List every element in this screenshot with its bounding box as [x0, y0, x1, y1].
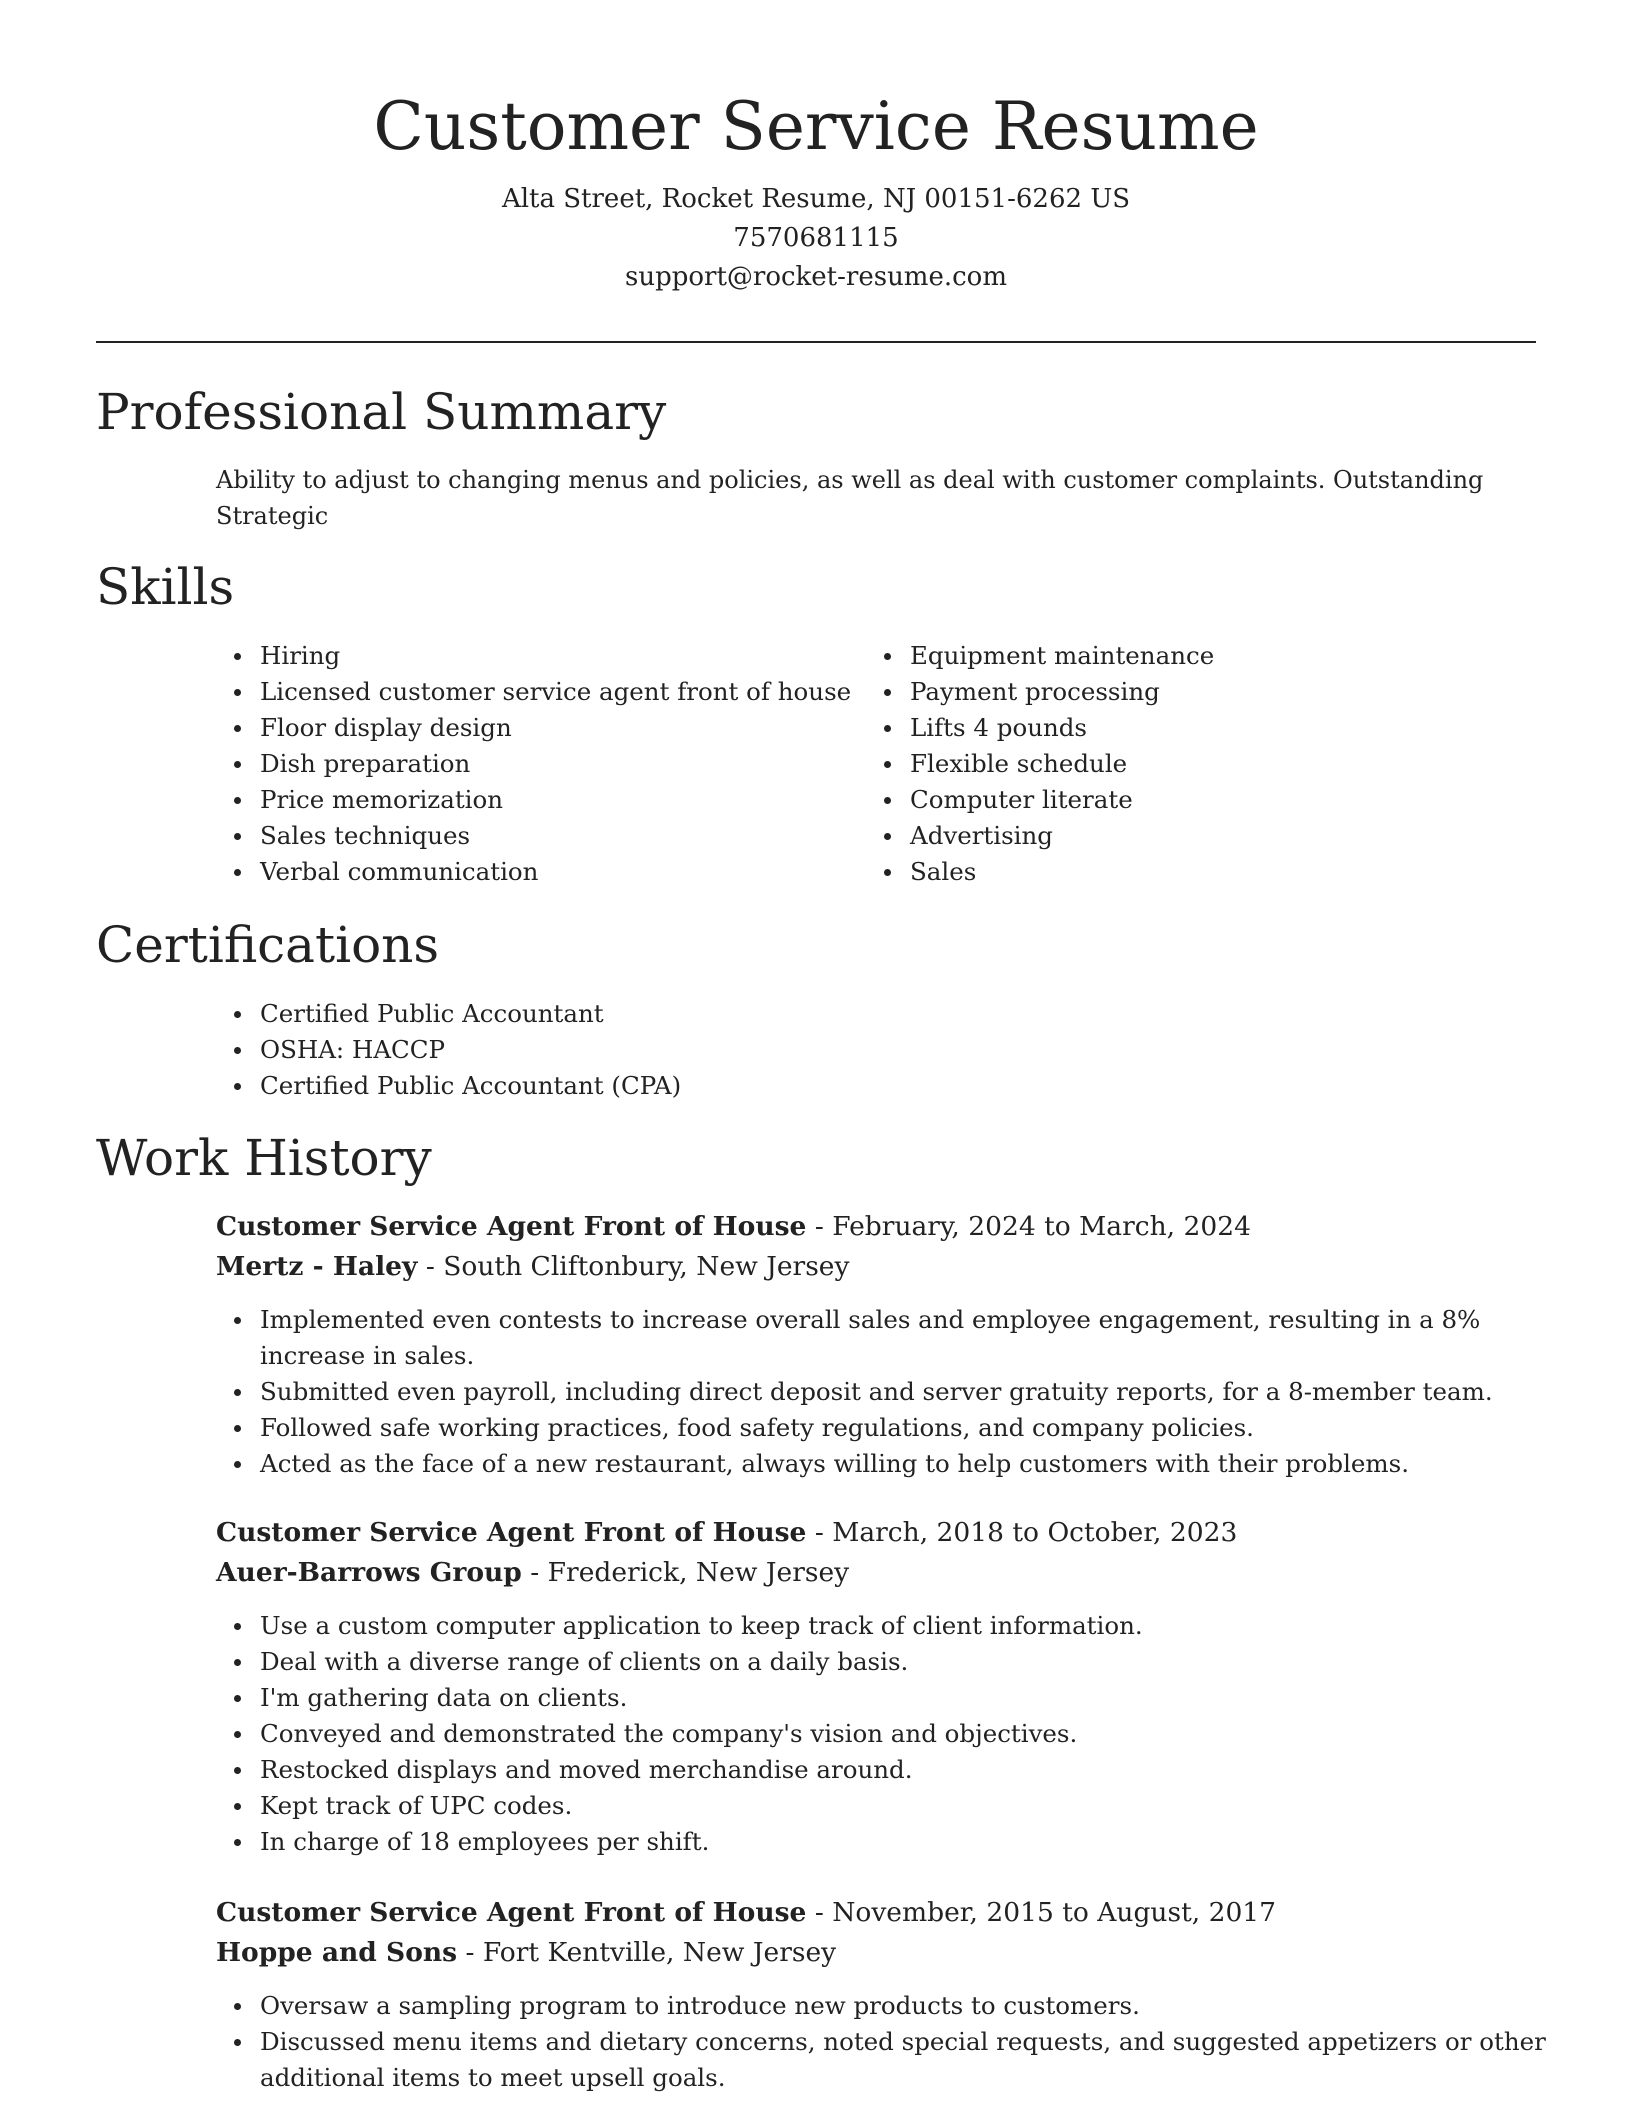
- job-bullet: Conveyed and demonstrated the company's vision and objectives.: [260, 1716, 1580, 1752]
- job-title: Customer Service Agent Front of House: [216, 1211, 807, 1242]
- job-bullet: Use a custom computer application to keep track of client information.: [260, 1608, 1580, 1644]
- job-bullet: Implemented even contests to increase overall sales and employee engagement, resulting in a 8% increase in sales.: [260, 1302, 1580, 1374]
- job-title: Customer Service Agent Front of House: [216, 1517, 807, 1548]
- contact-address: Alta Street, Rocket Resume, NJ 00151-6262 US: [501, 184, 1131, 214]
- summary-heading: Professional Summary: [96, 383, 667, 441]
- job-company: Auer-Barrows Group: [216, 1557, 522, 1588]
- certifications-list: [216, 996, 1560, 1104]
- skills-heading: Skills: [96, 558, 235, 616]
- skill-item: Hiring: [260, 638, 860, 674]
- job-bullet: Restocked displays and moved merchandise around.: [260, 1752, 1580, 1788]
- job-dates: - February, 2024 to March, 2024: [806, 1211, 1251, 1242]
- skill-item: Computer literate: [910, 782, 1510, 818]
- job-company: Mertz - Haley: [216, 1251, 418, 1282]
- job-bullet: Deal with a diverse range of clients on a daily basis.: [260, 1644, 1580, 1680]
- job-title-line: [216, 1893, 1536, 1933]
- job-title-line: [216, 1513, 1536, 1553]
- contact-phone: 7570681115: [733, 223, 899, 253]
- skill-item: Licensed customer service agent front of house: [260, 674, 860, 710]
- job-bullet: Acted as the face of a new restaurant, always willing to help customers with their problems.: [260, 1446, 1580, 1482]
- skill-item: Floor display design: [260, 710, 860, 746]
- job-bullet: I'm gathering data on clients.: [260, 1680, 1580, 1716]
- job-bullet-list: [216, 1988, 1580, 2096]
- job-title: Customer Service Agent Front of House: [216, 1897, 807, 1928]
- job-company-line: [216, 1553, 1536, 1593]
- skill-item: Equipment maintenance: [910, 638, 1510, 674]
- skill-item: Sales techniques: [260, 818, 860, 854]
- job-bullet: Discussed menu items and dietary concerns, noted special requests, and suggested appetizers or other additional items to meet upsell goals.: [260, 2024, 1580, 2096]
- skill-item: Dish preparation: [260, 746, 860, 782]
- skill-item: Price memorization: [260, 782, 860, 818]
- job-bullet: In charge of 18 employees per shift.: [260, 1824, 1580, 1860]
- skill-item: Verbal communication: [260, 854, 860, 890]
- job-company: Hoppe and Sons: [216, 1937, 458, 1968]
- resume-header: [96, 84, 1536, 297]
- skill-item: Flexible schedule: [910, 746, 1510, 782]
- job-bullet-list: [216, 1608, 1580, 1860]
- certifications-heading: Certifications: [96, 916, 440, 974]
- header-divider: [96, 341, 1536, 343]
- job-location: - South Cliftonbury, New Jersey: [417, 1251, 850, 1282]
- skills-list-right: [866, 638, 1510, 890]
- job-bullet: Kept track of UPC codes.: [260, 1788, 1580, 1824]
- contact-email: support@rocket-resume.com: [624, 262, 1007, 292]
- skill-item: Advertising: [910, 818, 1510, 854]
- job-bullet: Oversaw a sampling program to introduce new products to customers.: [260, 1988, 1580, 2024]
- job-company-line: [216, 1933, 1536, 1973]
- skill-item: Sales: [910, 854, 1510, 890]
- job-location: - Frederick, New Jersey: [521, 1557, 850, 1588]
- summary-text: Ability to adjust to changing menus and policies, as well as deal with customer complaints. Outstanding Strategic: [216, 466, 1484, 530]
- skill-item: Lifts 4 pounds: [910, 710, 1510, 746]
- job-title-line: [216, 1207, 1536, 1247]
- job-company-line: [216, 1247, 1536, 1287]
- job-bullet: Submitted even payroll, including direct deposit and server gratuity reports, for a 8-member team.: [260, 1374, 1580, 1410]
- job-bullet: Followed safe working practices, food safety regulations, and company policies.: [260, 1410, 1580, 1446]
- certification-item: Certified Public Accountant (CPA): [260, 1068, 1560, 1104]
- job-dates: - November, 2015 to August, 2017: [806, 1897, 1277, 1928]
- work-history-heading: Work History: [96, 1129, 432, 1187]
- certification-item: Certified Public Accountant: [260, 996, 1560, 1032]
- resume-title: Customer Service Resume: [373, 88, 1259, 165]
- certification-item: OSHA: HACCP: [260, 1032, 1560, 1068]
- skills-list-left: [216, 638, 860, 890]
- job-bullet-list: [216, 1302, 1580, 1482]
- skill-item: Payment processing: [910, 674, 1510, 710]
- job-dates: - March, 2018 to October, 2023: [806, 1517, 1238, 1548]
- job-location: - Fort Kentville, New Jersey: [457, 1937, 837, 1968]
